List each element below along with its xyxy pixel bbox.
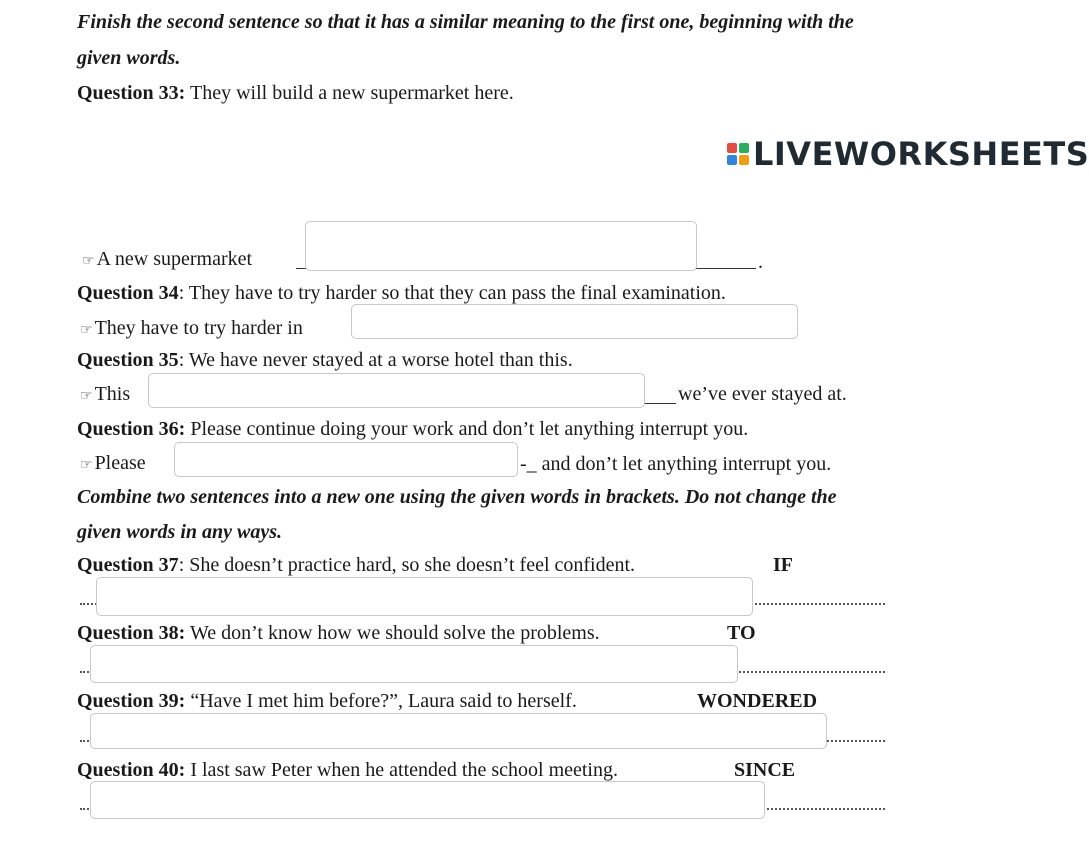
answer-34-input[interactable]	[351, 304, 798, 339]
question-37-label: Question 37	[77, 554, 179, 576]
question-34	[77, 281, 726, 305]
question-40	[77, 758, 618, 782]
question-36-prompt: Please	[94, 452, 146, 474]
question-36-text: Please continue doing your work and don’t let anything interrupt you.	[185, 418, 749, 440]
instruction-2-line-1: Combine two sentences into a new one using the given words in brackets. Do not change the	[77, 486, 837, 508]
instruction-line-2: given words.	[77, 47, 181, 69]
liveworksheets-logo	[727, 135, 1089, 173]
question-34-text: : They have to try harder so that they can pass the final examination.	[178, 282, 726, 304]
question-38-text: We don’t know how we should solve the problems.	[185, 622, 600, 644]
question-36-suffix: -_ and don’t let anything interrupt you.	[520, 453, 832, 475]
instruction-line-1: Finish the second sentence so that it has a similar meaning to the first one, beginning with the	[77, 11, 854, 33]
question-36-label: Question 36:	[77, 418, 186, 440]
question-39-label: Question 39:	[77, 690, 186, 712]
pointing-hand-icon: ☞	[82, 253, 95, 269]
question-33-prompt-row	[82, 247, 252, 273]
instruction-2-line-2: given words in any ways.	[77, 521, 283, 543]
question-35-label: Question 35	[77, 349, 179, 371]
pointing-hand-icon: ☞	[80, 457, 93, 473]
answer-37-input[interactable]	[96, 577, 753, 616]
question-40-keyword: SINCE	[734, 759, 796, 781]
question-37-keyword: IF	[773, 554, 793, 576]
question-33-prompt: A new supermarket	[96, 248, 253, 270]
answer-38-input[interactable]	[90, 645, 738, 683]
answer-33-input[interactable]	[305, 221, 697, 271]
question-36	[77, 417, 748, 441]
question-37-text: : She doesn’t practice hard, so she doesn’t feel confident.	[178, 554, 636, 576]
question-34-label: Question 34	[77, 282, 179, 304]
question-38	[77, 621, 600, 645]
logo-mark-icon	[727, 143, 749, 165]
question-35-text: : We have never stayed at a worse hotel than this.	[178, 349, 573, 371]
answer-35-input[interactable]	[148, 373, 645, 408]
question-40-label: Question 40:	[77, 759, 186, 781]
answer-39-input[interactable]	[90, 713, 827, 749]
question-35	[77, 348, 573, 372]
question-35-suffix: we’ve ever stayed at.	[678, 383, 847, 405]
question-40-text: I last saw Peter when he attended the school meeting.	[185, 759, 618, 781]
question-33-label: Question 33:	[77, 82, 186, 104]
question-34-prompt-row	[80, 316, 303, 342]
answer-36-input[interactable]	[174, 442, 518, 477]
question-36-prompt-row	[80, 451, 146, 477]
logo-text: LIVEWORKSHEETS	[753, 135, 1089, 173]
question-33-text: They will build a new supermarket here.	[185, 82, 514, 104]
question-39-text: “Have I met him before?”, Laura said to herself.	[185, 690, 577, 712]
question-34-prompt: They have to try harder in	[94, 317, 303, 339]
pointing-hand-icon: ☞	[80, 322, 93, 338]
pointing-hand-icon: ☞	[80, 388, 93, 404]
question-35-prompt: This	[94, 383, 131, 405]
question-39-keyword: WONDERED	[697, 690, 818, 712]
question-37	[77, 553, 635, 577]
question-33-end: .	[758, 251, 763, 273]
question-39	[77, 689, 577, 713]
question-38-label: Question 38:	[77, 622, 186, 644]
answer-40-input[interactable]	[90, 781, 765, 819]
question-35-prompt-row	[80, 382, 130, 408]
question-38-keyword: TO	[727, 622, 756, 644]
question-33	[77, 81, 514, 105]
